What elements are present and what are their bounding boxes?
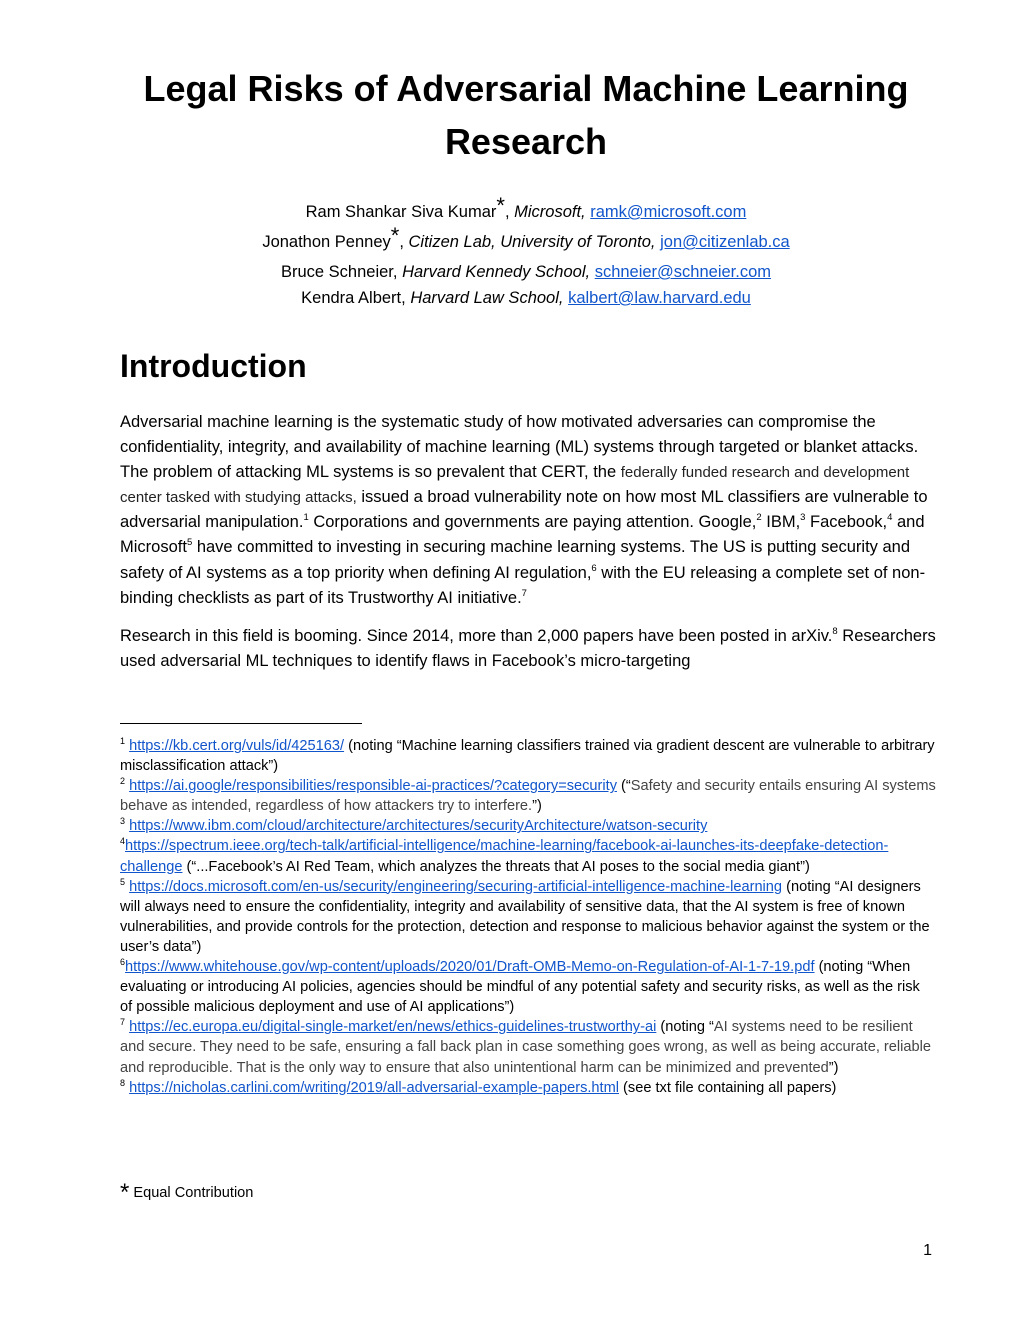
footnote <box>120 1078 936 1098</box>
author-affiliation: Microsoft, <box>514 203 586 221</box>
footnote <box>120 836 936 876</box>
author-line <box>120 285 932 311</box>
author-email-link[interactable]: ramk@microsoft.com <box>590 203 747 221</box>
footnote-ref[interactable]: 3 <box>800 512 806 524</box>
footnote <box>120 776 936 816</box>
footnote-number: 8 <box>120 1077 126 1088</box>
footnote-number: 3 <box>120 816 126 827</box>
author-name: Kendra Albert, <box>301 289 406 307</box>
text-run: Facebook, <box>805 513 888 532</box>
author-name: Jonathon Penney <box>262 233 391 251</box>
footnote-ref[interactable]: 1 <box>303 512 309 524</box>
footnote-link[interactable]: https://ec.europa.eu/digital-single-market/en/news/ethics-guidelines-trustworthy-ai <box>129 1019 657 1036</box>
footnote-number: 7 <box>120 1017 126 1028</box>
text-run: issued a broad vulnerability note on how most ML classifiers are vulnerable to adversarial manipulation. <box>120 488 928 532</box>
footnote-ref[interactable]: 7 <box>521 587 527 599</box>
footnote <box>120 736 936 776</box>
footnote-text: (“ <box>617 778 631 795</box>
text-run: and Microsoft <box>120 513 925 557</box>
asterisk-mark: * <box>120 1179 130 1206</box>
footnote-text: (see txt file containing all papers) <box>619 1079 837 1096</box>
footnote-text: (noting “When evaluating or introducing AI policies, agencies should be mindful of any potential safety and security risks, as well as the risk of possible malicious deployment and use of AI applications”) <box>120 959 920 1016</box>
footnote-number: 6 <box>120 957 126 968</box>
footnote-quote: AI systems need to be resilient and secure. They need to be safe, ensuring a fall back plan in case something goes wrong, as well as being accurate, reliable and reproducible. That is the only way to ensure that also unintentional harm can be minimized and prevented <box>120 1019 931 1076</box>
footnote-ref[interactable]: 5 <box>186 537 193 549</box>
author-email-link[interactable]: kalbert@law.harvard.edu <box>568 289 751 307</box>
footnote-link[interactable]: https://nicholas.carlini.com/writing/2019/all-adversarial-example-papers.html <box>129 1079 619 1096</box>
footnote-number: 4 <box>120 836 126 847</box>
author-name: Bruce Schneier, <box>280 263 398 281</box>
footnote-link[interactable]: https://ai.google/responsibilities/responsible-ai-practices/?category=security <box>129 778 617 795</box>
footnote-link[interactable]: https://www.whitehouse.gov/wp-content/uploads/2020/01/Draft-OMB-Memo-on-Regulation-of-AI-1-7-19.pdf <box>125 959 815 976</box>
footnote-text: ”) <box>532 798 542 815</box>
section-body <box>120 410 936 674</box>
text-run: Corporations and governments are paying attention. Google, <box>308 513 757 532</box>
text-run: IBM, <box>761 513 801 532</box>
text-run: with the EU releasing a complete set of non-binding checklists as part of its Trustworthy AI initiative. <box>120 563 926 607</box>
author-affiliation: Harvard Law School, <box>410 289 564 307</box>
footnote-number: 2 <box>120 776 126 787</box>
author-line: Jonathon Penney*, Citizen Lab, University of Toronto, jon@citizenlab.ca <box>262 223 790 251</box>
paragraph <box>120 624 936 674</box>
equal-contribution-note <box>120 1180 253 1206</box>
footnote-ref[interactable]: 2 <box>756 512 762 524</box>
author-name: Ram Shankar Siva Kumar <box>305 203 497 221</box>
footnote-link[interactable]: https://www.ibm.com/cloud/architecture/architectures/securityArchitecture/watson-security <box>129 818 708 835</box>
paper-title: Legal Risks of Adversarial Machine Learning Research <box>143 68 909 162</box>
footnote-text: (noting “AI designers will always need to ensure the confidentiality, integrity and availability of sensitive data, that the AI system is free of known vulnerabilities, and provide controls for the protection, detection and response to malicious behavior against the system or the user’s data”) <box>120 878 930 955</box>
footnote-text: (noting “ <box>656 1019 714 1036</box>
author-affiliation: Harvard Kennedy School, <box>402 263 591 281</box>
author-affiliation: Citizen Lab, University of Toronto, <box>408 233 656 251</box>
author-block <box>120 193 932 311</box>
footnote-link[interactable]: https://kb.cert.org/vuls/id/425163/ <box>129 738 345 754</box>
footnote-ref[interactable]: 6 <box>591 562 597 574</box>
footnote <box>120 957 936 1017</box>
footnote-ref[interactable]: 8 <box>832 625 838 637</box>
author-line <box>120 259 932 285</box>
footnote-text: (“...Facebook’s AI Red Team, which analyzes the threats that AI poses to the social media giant”) <box>182 858 810 875</box>
footnote-number: 5 <box>120 876 126 887</box>
footnote <box>120 877 936 957</box>
author-email-link[interactable]: schneier@schneier.com <box>594 263 772 281</box>
text-run: Research in this field is booming. Since 2014, more than 2,000 papers have been posted in arXiv. <box>120 626 833 645</box>
text-run: have committed to investing in securing machine learning systems. The US is putting security and safety of AI systems as a top priority when defining AI regulation, <box>120 538 911 582</box>
footnotes <box>120 736 936 1098</box>
page-number: 1 <box>923 1242 932 1259</box>
footnote-number: 1 <box>120 736 126 746</box>
text-run: Researchers used adversarial ML techniques to identify flaws in Facebook’s micro-targeting <box>120 626 936 670</box>
footnote-divider <box>120 723 362 724</box>
text-run: federally funded research and development center tasked with studying attacks, <box>120 464 910 507</box>
footnote <box>120 1017 936 1077</box>
equal-contribution-mark: * <box>390 223 400 248</box>
section-heading: Introduction <box>120 348 307 384</box>
footnote <box>120 816 936 836</box>
text-run: Adversarial machine learning is the systematic study of how motivated adversaries can compromise the confidentiality, integrity, and availability of machine learning (ML) systems through targeted or blanket attacks. The problem of attacking ML systems is so prevalent that CERT, the <box>120 413 919 482</box>
author-email-link[interactable]: jon@citizenlab.ca <box>660 233 790 251</box>
author-line: Ram Shankar Siva Kumar*, Microsoft, ramk@microsoft.com <box>305 193 747 221</box>
equal-contribution-mark: * <box>496 193 505 218</box>
paragraph <box>120 410 936 611</box>
footnote-link[interactable]: https://spectrum.ieee.org/tech-talk/artificial-intelligence/machine-learning/facebook-ai-launches-its-deepfake-detection-challenge <box>120 838 889 875</box>
footnote-text: ”) <box>828 1059 839 1076</box>
footnote-ref[interactable]: 4 <box>887 512 893 524</box>
footnote-link[interactable]: https://docs.microsoft.com/en-us/security/engineering/securing-artificial-intelligence-machine-learning <box>129 878 783 895</box>
footnote-text: (noting “Machine learning classifiers trained via gradient descent are vulnerable to arbitrary misclassification attack”) <box>120 738 935 775</box>
equal-contribution-text: Equal Contribution <box>133 1185 254 1201</box>
footnote-quote: Safety and security entails ensuring AI systems behave as intended, regardless of how attackers try to interfere. <box>120 778 936 815</box>
